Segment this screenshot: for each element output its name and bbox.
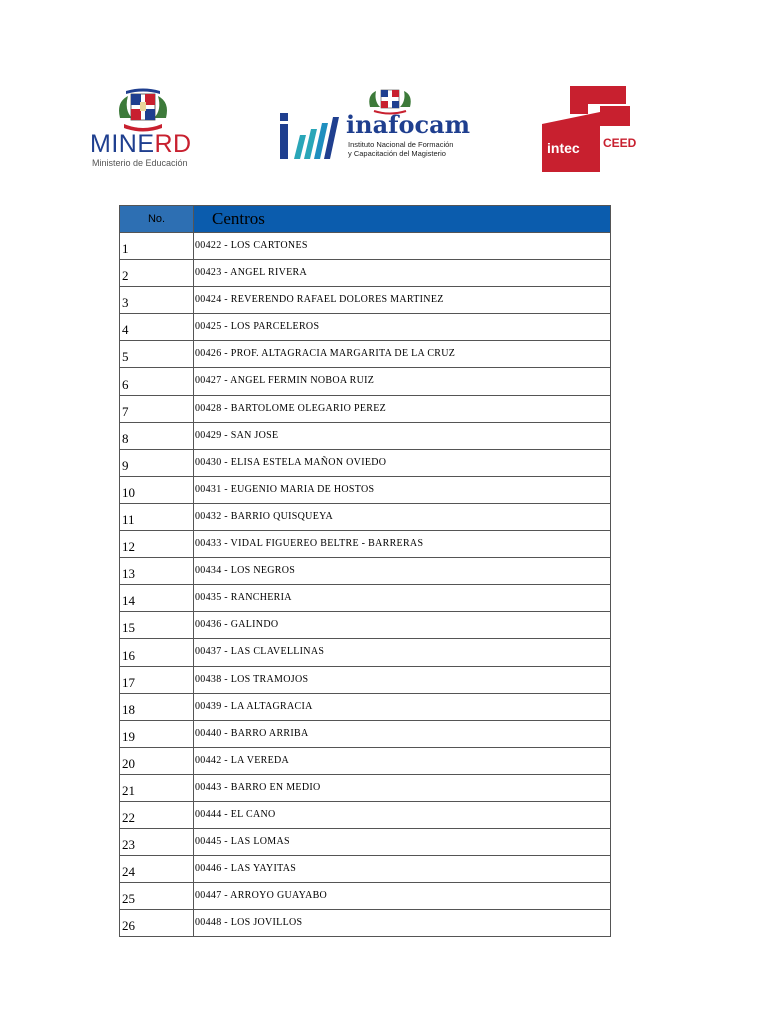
table-row xyxy=(120,612,611,639)
table-row xyxy=(120,585,611,612)
row-centro: 00431 - EUGENIO MARIA DE HOSTOS xyxy=(194,476,611,503)
table-row xyxy=(120,287,611,314)
row-centro: 00438 - LOS TRAMOJOS xyxy=(194,666,611,693)
table-row xyxy=(120,260,611,287)
row-number: 6 xyxy=(120,368,194,395)
table-row xyxy=(120,801,611,828)
row-centro: 00422 - LOS CARTONES xyxy=(194,233,611,260)
row-number: 18 xyxy=(120,693,194,720)
table-row xyxy=(120,856,611,883)
header-centros: Centros xyxy=(194,206,611,233)
row-number: 5 xyxy=(120,341,194,368)
table-row xyxy=(120,314,611,341)
row-centro: 00426 - PROF. ALTAGRACIA MARGARITA DE LA CRUZ xyxy=(194,341,611,368)
row-centro: 00440 - BARRO ARRIBA xyxy=(194,720,611,747)
table-header-row xyxy=(120,206,611,233)
row-number: 22 xyxy=(120,801,194,828)
row-number: 16 xyxy=(120,639,194,666)
row-number: 2 xyxy=(120,260,194,287)
intec-wordmark: intec xyxy=(547,140,580,156)
row-centro: 00444 - EL CANO xyxy=(194,801,611,828)
row-centro: 00448 - LOS JOVILLOS xyxy=(194,910,611,937)
row-number: 25 xyxy=(120,883,194,910)
row-centro: 00428 - BARTOLOME OLEGARIO PEREZ xyxy=(194,395,611,422)
centros-table xyxy=(119,205,611,937)
table-row xyxy=(120,910,611,937)
table-row xyxy=(120,829,611,856)
row-centro: 00424 - REVERENDO RAFAEL DOLORES MARTINEZ xyxy=(194,287,611,314)
row-number: 10 xyxy=(120,476,194,503)
table-row xyxy=(120,693,611,720)
row-centro: 00429 - SAN JOSE xyxy=(194,422,611,449)
row-number: 1 xyxy=(120,233,194,260)
inafocam-subtitle-line2: y Capacitación del Magisterio xyxy=(348,149,446,158)
minerd-logo xyxy=(88,88,208,168)
row-number: 15 xyxy=(120,612,194,639)
row-centro: 00445 - LAS LOMAS xyxy=(194,829,611,856)
table-row xyxy=(120,233,611,260)
row-number: 13 xyxy=(120,558,194,585)
table-row xyxy=(120,883,611,910)
row-centro: 00436 - GALINDO xyxy=(194,612,611,639)
row-centro: 00434 - LOS NEGROS xyxy=(194,558,611,585)
inafocam-subtitle-line1: Instituto Nacional de Formación xyxy=(348,140,454,149)
table-row xyxy=(120,476,611,503)
row-centro: 00427 - ANGEL FERMIN NOBOA RUIZ xyxy=(194,368,611,395)
table-body xyxy=(120,233,611,937)
table-row xyxy=(120,395,611,422)
row-centro: 00447 - ARROYO GUAYABO xyxy=(194,883,611,910)
row-centro: 00433 - VIDAL FIGUEREO BELTRE - BARRERAS xyxy=(194,531,611,558)
table-row xyxy=(120,503,611,530)
table-row xyxy=(120,558,611,585)
table-row xyxy=(120,368,611,395)
table-row xyxy=(120,666,611,693)
ceed-wordmark: CEED xyxy=(603,136,637,150)
row-number: 12 xyxy=(120,531,194,558)
table-row xyxy=(120,449,611,476)
minerd-subtitle: Ministerio de Educación xyxy=(92,158,188,168)
logo-header xyxy=(0,0,768,190)
row-centro: 00443 - BARRO EN MEDIO xyxy=(194,774,611,801)
table-row xyxy=(120,774,611,801)
row-number: 17 xyxy=(120,666,194,693)
row-centro: 00437 - LAS CLAVELLINAS xyxy=(194,639,611,666)
row-centro: 00446 - LAS YAYITAS xyxy=(194,856,611,883)
row-number: 24 xyxy=(120,856,194,883)
row-number: 3 xyxy=(120,287,194,314)
table-row xyxy=(120,747,611,774)
row-number: 9 xyxy=(120,449,194,476)
row-number: 14 xyxy=(120,585,194,612)
table-row xyxy=(120,639,611,666)
intec-mark-icon xyxy=(540,82,655,172)
bar-graphic-icon xyxy=(278,111,348,161)
intec-ceed-logo xyxy=(540,82,655,172)
row-number: 26 xyxy=(120,910,194,937)
table-row xyxy=(120,531,611,558)
header-no: No. xyxy=(120,206,194,233)
row-centro: 00432 - BARRIO QUISQUEYA xyxy=(194,503,611,530)
row-number: 21 xyxy=(120,774,194,801)
row-number: 20 xyxy=(120,747,194,774)
inafocam-wordmark: inafocam xyxy=(346,110,471,139)
row-number: 7 xyxy=(120,395,194,422)
coat-of-arms-icon xyxy=(114,88,172,134)
row-centro: 00439 - LA ALTAGRACIA xyxy=(194,693,611,720)
row-centro: 00442 - LA VEREDA xyxy=(194,747,611,774)
row-number: 4 xyxy=(120,314,194,341)
row-centro: 00423 - ANGEL RIVERA xyxy=(194,260,611,287)
table-row xyxy=(120,341,611,368)
inafocam-logo xyxy=(278,85,471,165)
row-number: 11 xyxy=(120,503,194,530)
row-centro: 00425 - LOS PARCELEROS xyxy=(194,314,611,341)
row-number: 19 xyxy=(120,720,194,747)
table-row xyxy=(120,422,611,449)
row-number: 23 xyxy=(120,829,194,856)
row-centro: 00430 - ELISA ESTELA MAÑON OVIEDO xyxy=(194,449,611,476)
row-number: 8 xyxy=(120,422,194,449)
row-centro: 00435 - RANCHERIA xyxy=(194,585,611,612)
minerd-wordmark: MINERD xyxy=(90,130,192,158)
table-row xyxy=(120,720,611,747)
